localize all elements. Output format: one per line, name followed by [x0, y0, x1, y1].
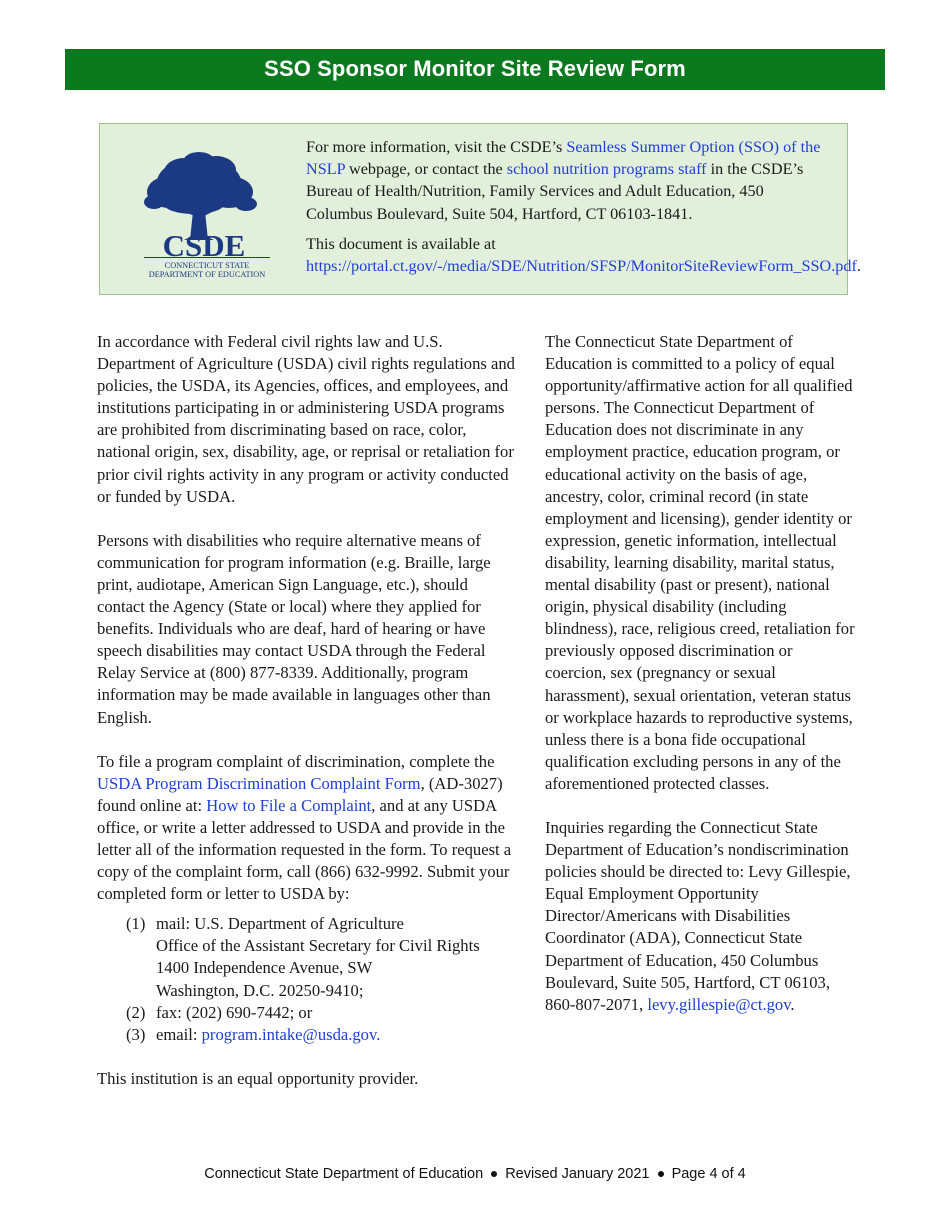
footer-page-number: Page 4 of 4 — [671, 1166, 746, 1182]
info-paragraph-contact: For more information, visit the CSDE’s Seamless Summer Option (SSO) of the NSLP webpage, or contact the school nutrition programs staff in the CSDE’s Bureau of Health/Nutrition, Family Services and Adult Education, 450 Columbus Boulevard, Suite 504, Hartford, CT 06103-1841. — [306, 138, 821, 223]
info-box — [99, 123, 861, 295]
gillespie-email-link[interactable]: levy.gillespie@ct.gov — [647, 994, 791, 1014]
info-paragraph-availability: This document is available at https://portal.ct.gov/-/media/SDE/Nutrition/SFSP/MonitorSiteReviewForm_SSO.pdf. — [306, 234, 861, 276]
logo-wordmark: CSDE — [162, 228, 246, 263]
logo-subtitle-line1: CONNECTICUT STATE — [164, 261, 250, 270]
list-item-email: (3) email: program.intake@usda.gov. — [126, 1024, 381, 1044]
document-url-link[interactable]: https://portal.ct.gov/-/media/SDE/Nutrition/SFSP/MonitorSiteReviewForm_SSO.pdf — [306, 257, 857, 276]
left-column — [97, 331, 517, 1090]
nutrition-staff-link[interactable]: school nutrition programs staff — [506, 160, 707, 179]
sso-webpage-link[interactable]: Seamless Summer Option (SSO) of the NSLP — [306, 138, 821, 179]
page-title: SSO Sponsor Monitor Site Review Form — [264, 56, 686, 81]
csde-policy-paragraph: The Connecticut State Department of Education is committed to a policy of equal opportunity/affirmative action for all qualified persons. The Connecticut Department of Education does not discriminate in any employment practice, education program, or educational activity on the basis of age, ancestry, color, criminal record (in state employment and licensing), gender identity or expression, genetic information, intellectual disability, learning disability, marital status, mental disability (past or present), national origin, physical disability (including blindness), race, religious creed, retaliation for previously opposed discrimination or coercion, sex (pregnancy or sexual harassment), sexual orientation, veteran status or workplace hazards to reproductive systems, unless there is a bona fide occupational qualification excluding persons in any of the aforementioned protected classes. — [545, 332, 855, 793]
footer-revised: Revised January 2021 — [505, 1166, 650, 1182]
how-to-file-link[interactable]: How to File a Complaint — [206, 795, 372, 815]
list-item-fax: (2) fax: (202) 690-7442; or — [126, 1002, 313, 1022]
page-title-banner — [65, 49, 885, 90]
footer-department: Connecticut State Department of Education — [204, 1166, 484, 1182]
complaint-paragraph: To file a program complaint of discrimination, complete the USDA Program Discrimination Complaint Form, (AD-3027) found online at: How to File a Complaint, and at any USDA office, or write a letter addressed to USDA and provide in the letter all of the information requested in the form. To request a copy of the complaint form, call (866) 632-9992. Submit your completed form or letter to USDA by: — [97, 751, 512, 904]
right-column — [545, 331, 857, 1016]
info-text — [306, 136, 861, 277]
csde-tree-logo-icon — [124, 144, 274, 279]
equal-opportunity-statement: This institution is an equal opportunity provider. — [97, 1068, 419, 1088]
page-footer — [0, 1166, 950, 1182]
complaint-form-link[interactable]: USDA Program Discrimination Complaint Form — [97, 773, 421, 793]
list-item-mail: (1) mail: U.S. Department of Agriculture Office of the Assistant Secretary for Civil Rights 1400 Independence Avenue, SW Washington, D.C. 20250-9410; — [126, 914, 480, 1000]
csde-logo — [124, 144, 274, 279]
usda-civil-rights-paragraph: In accordance with Federal civil rights law and U.S. Department of Agriculture (USDA) civil rights regulations and policies, the USDA, its Agencies, offices, and employees, and institutions participating in or administering USDA programs are prohibited from discriminating based on race, color, national origin, sex, disability, age, or reprisal or retaliation for prior civil rights activity in any program or activity conducted or funded by USDA. — [97, 332, 515, 506]
bullet-separator-icon — [491, 1171, 497, 1177]
inquiries-paragraph: Inquiries regarding the Connecticut State Department of Education’s nondiscrimination policies should be directed to: Levy Gillespie, Equal Employment Opportunity Director/Americans with Disabilities Coordinator (ADA), Connecticut State Department of Education, 450 Columbus Boulevard, Suite 505, Hartford, CT 06103, 860-807-2071, levy.gillespie@ct.gov. — [545, 817, 851, 1014]
bullet-separator-icon — [658, 1171, 664, 1177]
usda-email-link[interactable]: program.intake@usda.gov — [201, 1024, 377, 1044]
logo-subtitle-line2: DEPARTMENT OF EDUCATION — [148, 270, 266, 279]
disabilities-paragraph: Persons with disabilities who require alternative means of communication for program information (e.g. Braille, large print, audiotape, American Sign Language, etc.), should contact the Agency (State or local) where they applied for benefits. Individuals who are deaf, hard of hearing or have speech disabilities may contact USDA through the Federal Relay Service at (800) 877-8339. Additionally, program information may be made available in languages other than English. — [97, 530, 491, 727]
submission-methods-list — [97, 913, 517, 1046]
